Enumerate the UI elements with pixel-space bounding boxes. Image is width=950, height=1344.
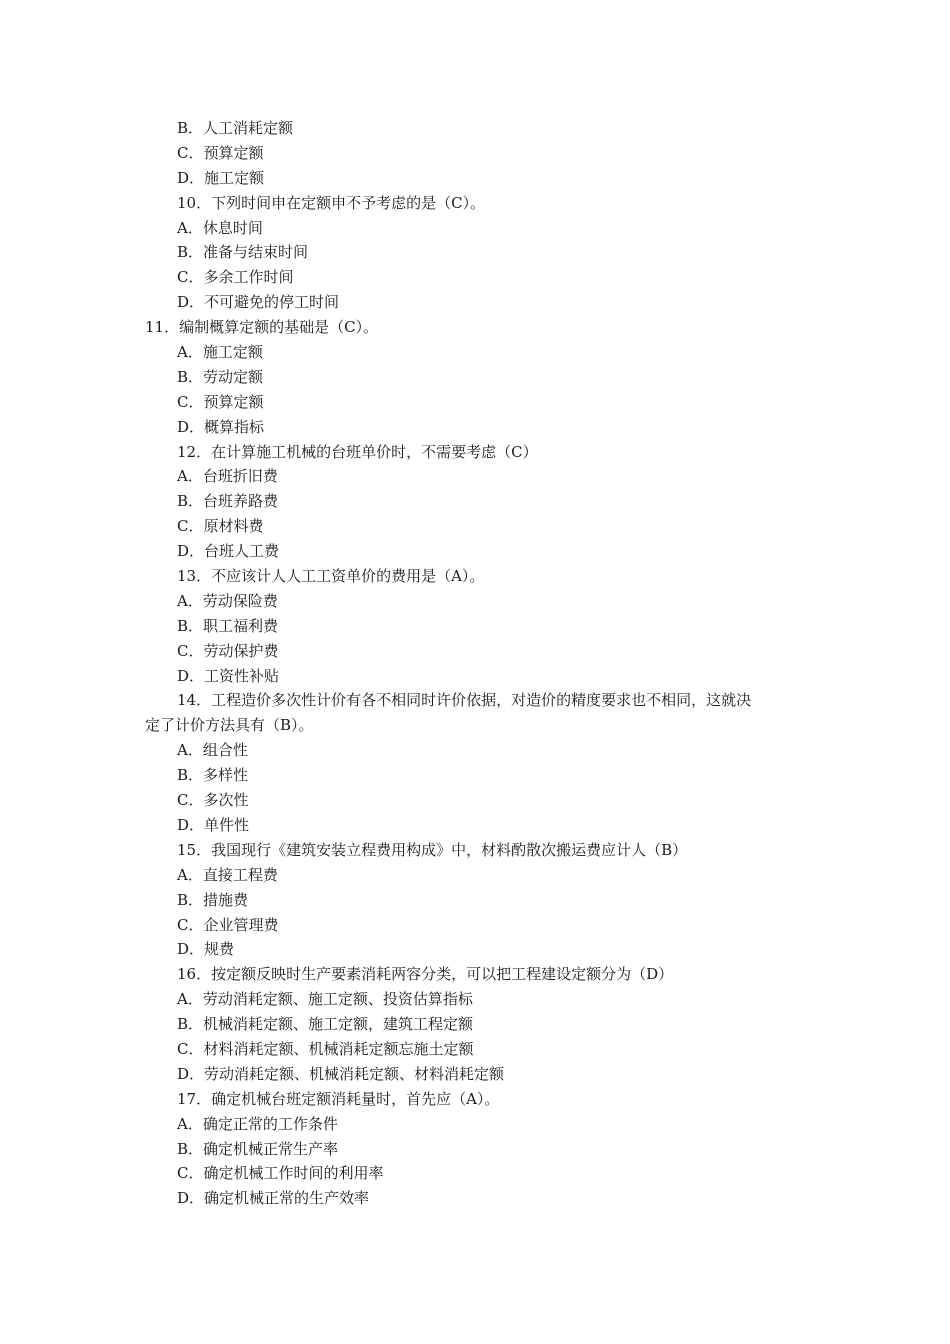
option-line: C．确定机械工作时间的利用率 [177,1164,384,1183]
option-line: B．确定机械正常生产率 [177,1139,339,1158]
option-line: B．准备与结束时间 [177,243,309,262]
option-line: B．多样性 [177,766,249,785]
option-line: D．工资性补贴 [177,666,280,685]
option-line: A．组合性 [177,741,248,760]
option-line: C．材料消耗定额、机械消耗定额忘施土定额 [177,1039,474,1058]
question-continuation-line: 定了计价方法具有（B）。 [145,716,314,735]
option-line: D．施工定额 [177,168,265,187]
option-line: C．多余工作时间 [177,268,294,287]
question-line: 16．按定额反映时生产要素消耗两容分类，可以把工程建设定额分为（D） [177,965,674,984]
option-line: C．多次性 [177,791,249,810]
option-line: A．劳动保险费 [177,591,278,610]
option-line: A．休息时间 [177,218,263,237]
option-line: B．人工消耗定额 [177,119,294,137]
question-line: 12．在计算施工机械的台班单价时，不需要考虑（C） [177,442,538,461]
option-line: A．确定正常的工作条件 [177,1114,338,1133]
question-line: 10．下列时间申在定额申不予考虑的是（C）。 [177,193,486,212]
option-line: D．规费 [177,940,235,959]
option-line: A．台班折旧费 [177,467,278,486]
question-line: 17．确定机械台班定额消耗量时，首先应（A）。 [177,1089,500,1108]
option-line: B．措施费 [177,890,249,909]
option-line: A．直接工程费 [177,865,278,884]
option-line: D．不可避免的停工时间 [177,293,340,312]
option-line: C．劳动保护费 [177,641,279,660]
option-line: B．台班养路费 [177,492,279,511]
question-line: 15．我国现行《建筑安装立程费用构成》中，材料酌散次搬运费应计人（B） [177,840,688,859]
document-page [0,116,950,1211]
option-line: D．劳动消耗定额、机械消耗定额、材料消耗定额 [177,1064,505,1083]
option-line: C．原材料费 [177,517,264,536]
option-line: A．劳动消耗定额、施工定额、投资估算指标 [177,990,473,1009]
option-line: A．施工定额 [177,343,263,362]
option-line: D．概算指标 [177,417,265,436]
option-line: B．职工福利费 [177,616,279,635]
question-line: 11．编制概算定额的基础是（C）。 [145,318,379,337]
option-line: D．单件性 [177,815,250,834]
option-line: C．企业管理费 [177,915,279,934]
option-line: C．预算定额 [177,392,264,411]
option-line: D．确定机械正常的生产效率 [177,1189,370,1208]
option-line: C．预算定额 [177,143,264,162]
option-line: B．劳动定额 [177,367,264,386]
option-line: B．机械消耗定额、施工定额，建筑工程定额 [177,1015,474,1034]
question-line: 13．不应该计人人工工资单价的费用是（A）。 [177,567,485,586]
option-line: D．台班人工费 [177,542,280,561]
question-line: 14．工程造价多次性计价有各不相同时许价依据，对造价的精度要求也不相同，这就决 [177,691,752,710]
